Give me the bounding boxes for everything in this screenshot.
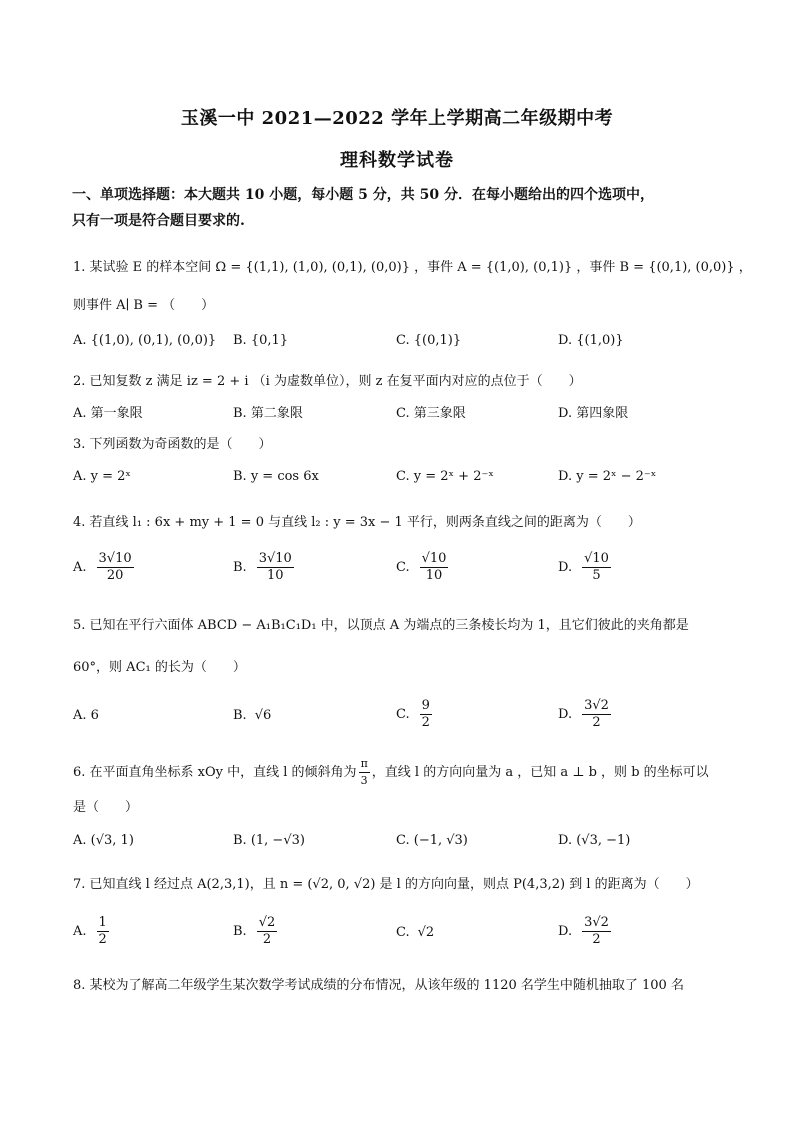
fraction: [97, 551, 134, 584]
fraction: [582, 551, 611, 584]
fraction: [420, 698, 432, 731]
option-d: D. (√3, −1): [558, 833, 631, 848]
option-b: B. 第二象限: [233, 406, 303, 421]
option-a: A. {(1,0), (0,1), (0,0)}: [73, 333, 217, 348]
option-label: C.: [396, 707, 410, 722]
numerator: 3√10: [98, 551, 132, 566]
option-d: D. {(1,0)}: [558, 333, 624, 348]
fraction: [257, 915, 278, 948]
option-c: C. (−1, √3): [396, 833, 468, 848]
question-6-text-b: ，直线 l 的方向向量为 a ，已知 a ⊥ b ，则 b 的坐标可以: [371, 765, 709, 780]
option-label: C.: [396, 925, 410, 940]
fraction: [420, 551, 449, 584]
fraction: [97, 915, 109, 948]
option-label: C.: [396, 560, 410, 575]
option-a: A. 6: [73, 708, 99, 723]
numerator: √10: [584, 551, 609, 566]
section-heading: [72, 182, 732, 234]
option-label: D.: [558, 560, 573, 575]
option-value: √2: [417, 925, 435, 940]
numerator: 9: [421, 698, 430, 713]
question-4-options: [73, 551, 733, 591]
option-c: [396, 551, 450, 584]
question-6-line2: 是（ ）: [73, 800, 139, 815]
numerator: 1: [98, 915, 107, 930]
denominator: 5: [592, 568, 601, 583]
denominator: 2: [592, 715, 601, 730]
option-a: A. 第一象限: [73, 406, 143, 421]
question-1-options: [73, 333, 733, 363]
question-4-line1: 4. 若直线 l₁ : 6x + my + 1 = 0 与直线 l₂ : y = 3x − 1 平行，则两条直线之间的距离为（ ）: [73, 515, 641, 530]
question-1-line1: 1. 某试验 E 的样本空间 Ω = {(1,1), (1,0), (0,1), (0,0)} ，事件 A = {(1,0), (0,1)} ，事件 B = {(0,1), (0,0)} ，: [73, 260, 752, 275]
numerator: √2: [258, 915, 276, 930]
option-a: A. (√3, 1): [73, 833, 134, 848]
option-a: [73, 551, 136, 584]
question-2-options: [73, 402, 733, 432]
denominator: 2: [262, 932, 272, 947]
question-7-options: [73, 915, 733, 955]
numerator: √10: [421, 551, 447, 566]
option-c: [396, 925, 434, 940]
denominator: 2: [421, 715, 430, 730]
denominator: 20: [106, 568, 124, 583]
denominator: 2: [592, 932, 601, 947]
option-c: C. y = 2ˣ + 2⁻ˣ: [396, 469, 494, 484]
section-heading-line2: 只有一项是符合题目要求的.: [72, 213, 245, 229]
fraction: [582, 915, 611, 948]
option-label: B.: [233, 560, 247, 575]
option-value: √6: [254, 708, 272, 723]
numerator: 3√10: [258, 551, 292, 566]
fraction: [582, 698, 611, 731]
question-5-options: [73, 698, 733, 738]
option-label: A.: [73, 560, 87, 575]
exam-title: 玉溪一中 2021—2022 学年上学期高二年级期中考: [180, 108, 614, 129]
question-6-line1: [73, 756, 723, 789]
option-d: [558, 915, 613, 948]
denominator: 10: [425, 568, 443, 583]
option-b: [233, 915, 279, 948]
question-6-options: [73, 833, 733, 863]
option-c: C. {(0,1)}: [396, 333, 462, 348]
question-3-options: [73, 469, 733, 499]
question-7-line1: 7. 已知直线 l 经过点 A(2,3,1)，且 n = (√2, 0, √2) 是 l 的方向向量，则点 P(4,3,2) 到 l 的距离为（ ）: [73, 877, 699, 892]
denominator: 3: [360, 774, 368, 787]
question-8-line1: 8. 某校为了解高二年级学生某次数学考试成绩的分布情况，从该年级的 1120 名学生中随机抽取了 100 名: [73, 978, 684, 993]
option-label: B.: [233, 708, 247, 723]
option-label: D.: [558, 924, 573, 939]
option-b: B. y = cos 6x: [233, 469, 319, 484]
question-2-line1: 2. 已知复数 z 满足 iz = 2 + i （i 为虚数单位），则 z 在复平面内对应的点位于（ ）: [73, 374, 582, 389]
question-5-line1: 5. 已知在平行六面体 ABCD − A₁B₁C₁D₁ 中，以顶点 A 为端点的三条棱长均为 1，且它们彼此的夹角都是: [73, 618, 689, 633]
numerator: 3√2: [584, 698, 609, 713]
angle-fraction: [359, 756, 370, 789]
numerator: 3√2: [584, 915, 609, 930]
section-heading-line1: 一、单项选择题：本大题共 10 小题，每小题 5 分，共 50 分．在每小题给出的四个选项中，: [72, 187, 654, 203]
option-b: [233, 551, 296, 584]
option-a: A. y = 2ˣ: [73, 469, 131, 484]
option-b: [233, 708, 271, 723]
question-6-text-a: 6. 在平面直角坐标系 xOy 中，直线 l 的倾斜角为: [73, 765, 357, 780]
option-c: [396, 698, 434, 731]
option-d: D. 第四象限: [558, 406, 629, 421]
option-label: D.: [558, 707, 573, 722]
question-5-line2: 60°，则 AC₁ 的长为（ ）: [73, 660, 246, 675]
option-c: C. 第三象限: [396, 406, 466, 421]
question-1-line2: 则事件 A∣ B = （ ）: [73, 298, 215, 313]
option-label: B.: [233, 924, 247, 939]
question-3-line1: 3. 下列函数为奇函数的是（ ）: [73, 437, 272, 452]
numerator: π: [359, 756, 370, 773]
fraction: [257, 551, 294, 584]
exam-subtitle: 理科数学试卷: [340, 150, 454, 171]
option-label: A.: [73, 924, 87, 939]
option-d: [558, 551, 613, 584]
denominator: 10: [266, 568, 284, 583]
option-d: D. y = 2ˣ − 2⁻ˣ: [558, 469, 657, 484]
option-b: B. (1, −√3): [233, 833, 305, 848]
denominator: 2: [98, 932, 107, 947]
option-b: B. {0,1}: [233, 333, 289, 348]
option-d: [558, 698, 613, 731]
option-a: [73, 915, 111, 948]
